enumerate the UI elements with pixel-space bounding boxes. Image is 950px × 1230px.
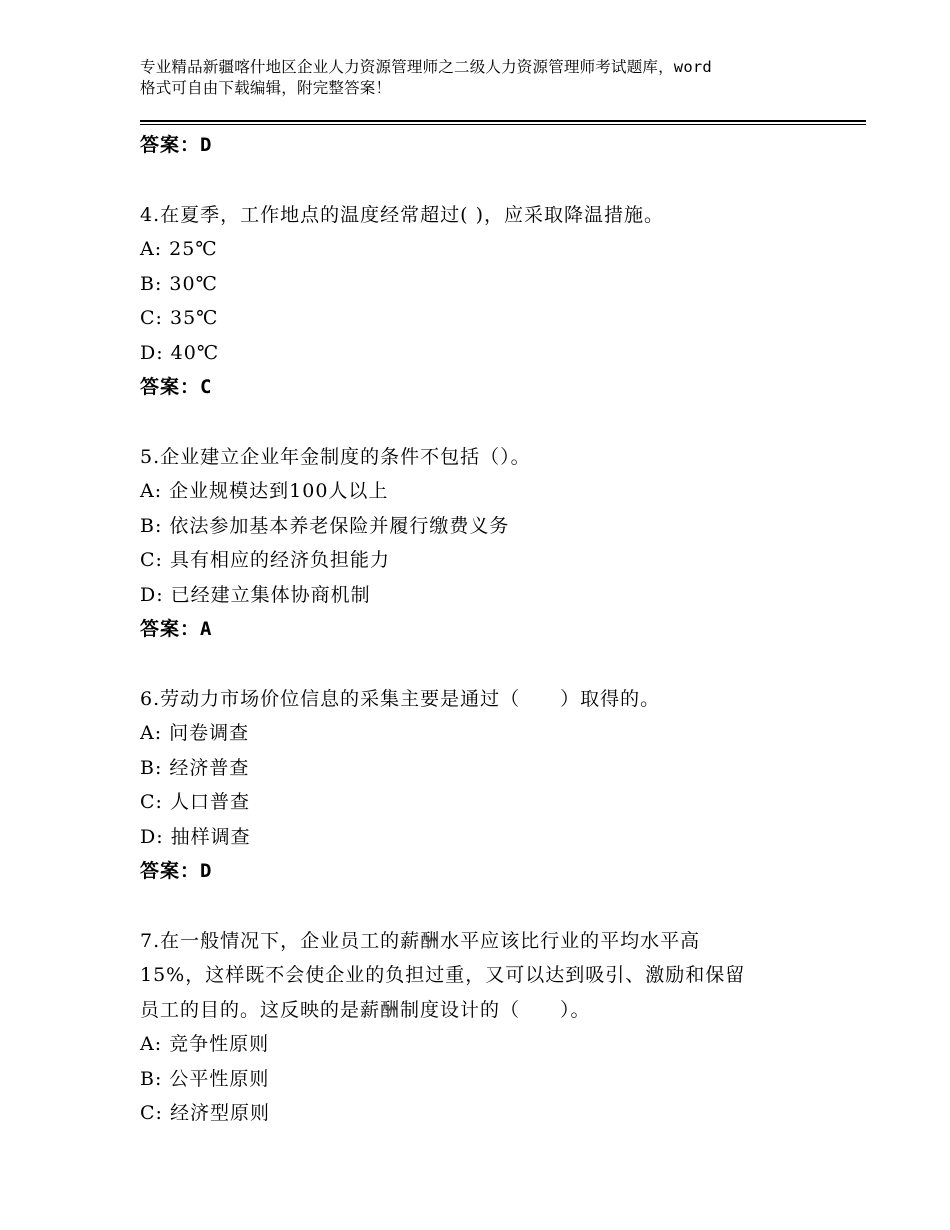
option-d: D: 已经建立集体协商机制 xyxy=(140,583,371,606)
option-a: A: 企业规模达到100人以上 xyxy=(140,480,389,502)
question-stem: 6.劳动力市场价位信息的采集主要是通过（ ）取得的。 xyxy=(140,687,661,710)
question-stem-line: 员工的目的。这反映的是薪酬制度设计的（ ）。 xyxy=(140,998,591,1021)
option-b: B: 经济普查 xyxy=(140,756,250,779)
header-divider-thin xyxy=(140,124,866,125)
question-stem-line: 15%，这样既不会使企业的负担过重，又可以达到吸引、激励和保留 xyxy=(140,964,746,986)
question-6 xyxy=(140,682,866,889)
header-divider-thick xyxy=(140,120,866,122)
option-d: D: 40℃ xyxy=(140,341,220,364)
answer-line: 答案：A xyxy=(140,618,213,640)
option-c: C: 35℃ xyxy=(140,307,219,329)
document-header xyxy=(140,57,830,99)
question-5 xyxy=(140,440,866,647)
question-stem: 4.在夏季，工作地点的温度经常超过( )，应采取降温措施。 xyxy=(140,203,664,226)
question-4 xyxy=(140,198,866,405)
option-a: A: 问卷调查 xyxy=(140,722,250,744)
option-a: A: 25℃ xyxy=(140,238,218,260)
header-title-line-2: 格式可自由下载编辑，附完整答案！ xyxy=(140,79,392,97)
question-stem-line: 7.在一般情况下，企业员工的薪酬水平应该比行业的平均水平高 xyxy=(140,929,701,952)
option-c: C: 经济型原则 xyxy=(140,1102,270,1124)
option-c: C: 人口普查 xyxy=(140,791,250,813)
option-c: C: 具有相应的经济负担能力 xyxy=(140,549,390,571)
answer-line: 答案：D xyxy=(140,134,213,156)
header-title-line-1: 专业精品新疆喀什地区企业人力资源管理师之二级人力资源管理师考试题库，word xyxy=(140,58,712,76)
question-7 xyxy=(140,924,866,1131)
answer-line: 答案：C xyxy=(140,376,213,398)
option-b: B: 依法参加基本养老保险并履行缴费义务 xyxy=(140,514,510,537)
option-b: B: 30℃ xyxy=(140,272,218,295)
option-d: D: 抽样调查 xyxy=(140,825,251,848)
option-b: B: 公平性原则 xyxy=(140,1067,270,1090)
question-stem: 5.企业建立企业年金制度的条件不包括（）。 xyxy=(140,445,531,468)
answer-line: 答案：D xyxy=(140,860,213,882)
question-list xyxy=(140,128,866,1131)
option-a: A: 竞争性原则 xyxy=(140,1033,270,1055)
